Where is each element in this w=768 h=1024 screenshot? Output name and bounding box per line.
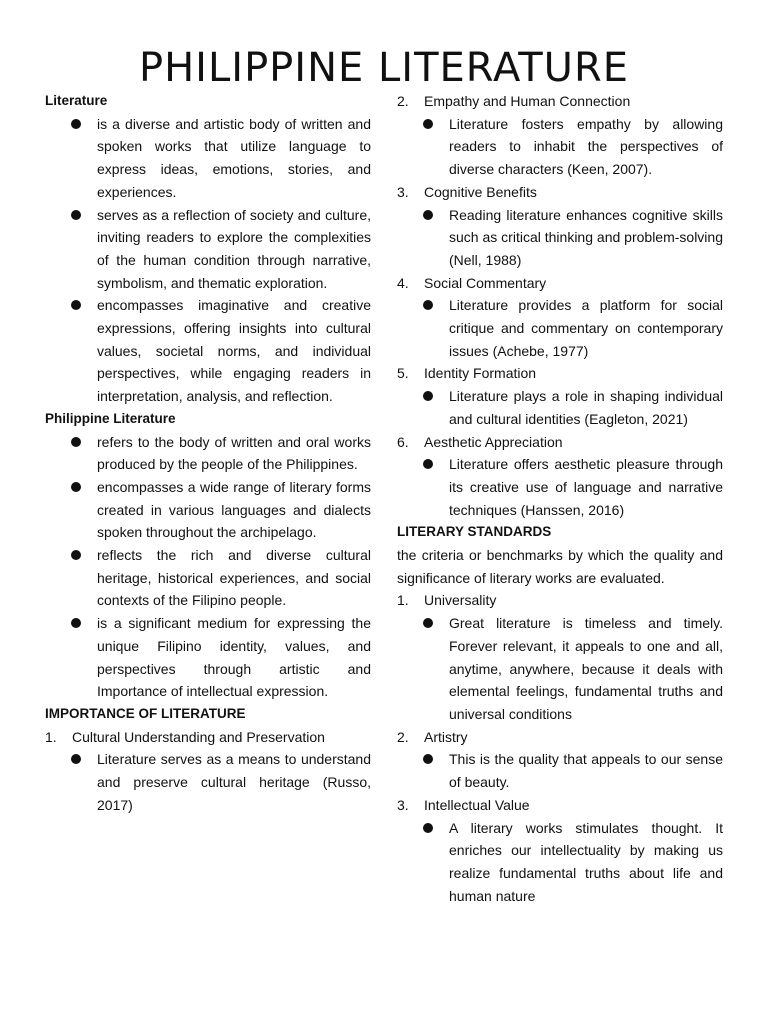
item-label: Cultural Understanding and Preservation (72, 728, 325, 745)
bullet-item (71, 204, 371, 295)
item-number: 1. (45, 728, 57, 745)
bullet-text: Literature offers aesthetic pleasure through its creative use of language and narrative techniques (Hanssen, 2016) (449, 456, 723, 518)
bullet-text: serves as a reflection of society and culture, inviting readers to explore the complexities of the human condition through narrative, symbolism, and thematic exploration. (97, 206, 371, 291)
numbered-item (45, 726, 371, 749)
bullet-icon (423, 113, 449, 181)
item-number: 2. (397, 93, 409, 109)
bullet-icon (71, 294, 97, 408)
page-title: PHILIPPINE LITERATURE (138, 45, 630, 91)
item-label: Intellectual Value (424, 796, 530, 813)
bullet-item (423, 817, 723, 908)
numbered-item (397, 181, 723, 204)
bullet-item (71, 612, 371, 703)
bullet-icon (423, 294, 449, 362)
bullet-item (423, 204, 723, 272)
bullet-text: reflects the rich and diverse cultural heritage, historical experiences, and social contexts of the Filipino people. (97, 547, 371, 609)
item-number: 4. (397, 274, 409, 291)
importance-heading: IMPORTANCE OF LITERATURE (45, 705, 246, 721)
literary-standards-heading: LITERARY STANDARDS (397, 524, 552, 540)
bullet-text: encompasses imaginative and creative expressions, offering insights into cultural values, societal norms, and individual perspectives, while engaging readers in interpretation, analysis, and reflection. (97, 297, 371, 405)
bullet-item (71, 113, 371, 204)
numbered-item (397, 794, 723, 817)
bullet-icon (71, 544, 97, 612)
standards-intro: the criteria or benchmarks by which the quality and significance of literary works are evaluated. (397, 547, 723, 586)
bullet-item (71, 476, 371, 544)
numbered-item (397, 589, 723, 612)
numbered-item (397, 726, 723, 749)
item-label: Social Commentary (424, 274, 547, 291)
bullet-item (71, 748, 371, 816)
item-label: Artistry (424, 728, 468, 745)
bullet-item (423, 113, 723, 181)
item-number: 3. (397, 183, 409, 200)
bullet-icon (423, 748, 449, 793)
item-label: Empathy and Human Connection (424, 93, 631, 109)
item-label: Identity Formation (424, 365, 537, 382)
bullet-text: is a significant medium for expressing the unique Filipino identity, values, and perspectives through artistic and Importance of intellectual expression. (97, 615, 371, 700)
bullet-item (423, 294, 723, 362)
bullet-text: Reading literature enhances cognitive skills such as critical thinking and problem-solving (Nell, 1988) (449, 206, 723, 268)
item-number: 3. (397, 796, 409, 813)
bullet-icon (71, 612, 97, 703)
bullet-text: Literature fosters empathy by allowing readers to inhabit the perspectives of diverse characters (Keen, 2007). (449, 115, 723, 178)
bullet-icon (71, 748, 97, 816)
item-number: 5. (397, 365, 409, 382)
bullet-icon (423, 817, 449, 908)
bullet-icon (71, 113, 97, 204)
bullet-item (71, 431, 371, 476)
bullet-icon (423, 204, 449, 272)
bullet-icon (423, 385, 449, 430)
bullet-item (423, 748, 723, 793)
bullet-text: Literature provides a platform for social critique and commentary on contemporary issues (Achebe, 1977) (449, 297, 723, 359)
numbered-item (397, 90, 723, 113)
bullet-text: refers to the body of written and oral works produced by the people of the Philippines. (97, 433, 371, 473)
bullet-item (71, 544, 371, 612)
numbered-item (397, 362, 723, 385)
bullet-item (423, 385, 723, 430)
item-number: 6. (397, 433, 409, 450)
bullet-text: encompasses a wide range of literary forms created in various languages and dialects spoken throughout the archipelago. (97, 478, 371, 541)
bullet-text: is a diverse and artistic body of written and spoken works that utilize language to express ideas, emotions, stories, and experiences. (97, 115, 371, 200)
bullet-item (423, 453, 723, 521)
bullet-text: Literature serves as a means to understand and preserve cultural heritage (Russo, 2017) (97, 751, 371, 813)
item-label: Aesthetic Appreciation (424, 433, 563, 450)
bullet-text: Literature plays a role in shaping individual and cultural identities (Eagleton, 2021) (449, 388, 723, 427)
bullet-item (71, 294, 371, 408)
bullet-icon (71, 431, 97, 476)
item-number: 1. (397, 592, 409, 609)
bullet-icon (71, 204, 97, 295)
numbered-item (397, 431, 723, 454)
bullet-icon (71, 476, 97, 544)
numbered-item (397, 272, 723, 295)
bullet-text: A literary works stimulates thought. It enriches our intellectuality by making us realize fundamental truths about life and human nature (449, 819, 723, 904)
bullet-icon (423, 453, 449, 521)
philippine-literature-heading: Philippine Literature (45, 410, 176, 426)
left-column (45, 90, 371, 817)
item-label: Universality (424, 592, 497, 609)
literature-heading: Literature (45, 93, 108, 108)
item-number: 2. (397, 728, 409, 745)
bullet-text: Great literature is timeless and timely. Forever relevant, it appeals to one and all, anytime, anywhere, because it deals with elemental feelings, fundamental truths and universal conditions (449, 615, 723, 722)
item-label: Cognitive Benefits (424, 183, 537, 200)
right-column (397, 90, 723, 907)
bullet-icon (423, 612, 449, 726)
bullet-item (423, 612, 723, 726)
bullet-text: This is the quality that appeals to our sense of beauty. (449, 751, 723, 791)
